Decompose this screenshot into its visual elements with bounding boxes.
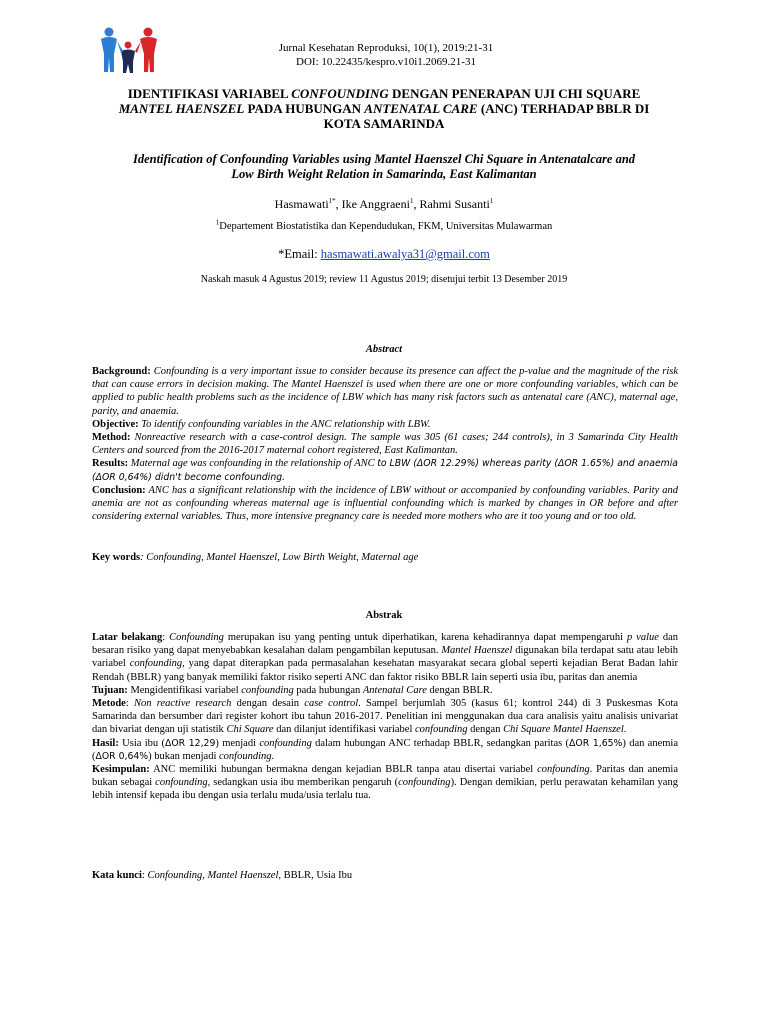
english-title: Identification of Confounding Variables using Mantel Haenszel Chi Square in Antenatalcare and Low Birth Weight Relation in Samarinda, East Kalimantan — [132, 152, 636, 181]
abstrak-tujuan: Tujuan: Mengidentifikasi variabel confounding pada hubungan Antenatal Care dengan BBLR. — [92, 684, 493, 696]
abstract-results: Results: Maternal age was confounding in the relationship of ANC to LBW (ΔOR 12.29%) whereas parity (ΔOR 1.65%) and anaemia (ΔOR 0,64%) didn't become confounding. — [92, 458, 679, 483]
journal-logo — [100, 26, 160, 76]
abstract-background: Background: Confounding is a very important issue to consider because its presence can affect the p-value and the magnitude of the risk that can cause errors in decision making. The Mantel Haenszel is used when there are one or more confounding variables, which can be applied to public health problems such as the incidence of LBW which has many risk factors such as antenatal care (ANC), maternal age, parity, and anaemia. — [92, 366, 678, 417]
abstrak-metode: Metode: Non reactive research dengan desain case control. Sampel berjumlah 305 (kasus 61; kontrol 244) di 3 Puskesmas Kota Samarinda dan bersumber dari register kohort ibu tahun 2016-2017. Penelitian ini menggunakan dua cara analisis yaitu analisis univariat dan bivariat dengan uji statistik Chi Square dan dilanjut identifikasi variabel confounding dengan Chi Square Mantel Haenszel. — [92, 698, 678, 736]
journal-doi: DOI: 10.22435/kespro.v10i1.2069.21-31 — [296, 56, 476, 68]
abstract-english — [92, 365, 678, 523]
abstract-heading: Abstract — [365, 344, 403, 355]
abstract-method: Method: Nonreactive research with a case-control design. The sample was 305 (61 cases; 244 controls), in 3 Samarinda City Health Centers and sourced from the 2016-2017 maternal cohort registered, East Kalimantan. — [92, 432, 678, 457]
abstract-objective: Objective: To identify confounding variables in the ANC relationship with LBW. — [92, 418, 431, 430]
abstrak-kesimpulan: Kesimpulan: ANC memiliki hubungan bermakna dengan kejadian BBLR tanpa atau disertai variabel confounding. Paritas dan anemia bukan sebagai confounding, sedangkan usia ibu memberikan pengaruh (confounding). Dengan demikian, perlu perawatan kehamilan yang lebih intensif kepada ibu dengan usia terlalu muda/usia terlalu tua. — [92, 764, 678, 802]
affiliation: $^1$Departement Biostatistika dan Kependudukan, FKM, Universitas Mulawarman — [215, 218, 553, 232]
abstract-indonesian — [92, 631, 678, 803]
paper-title: IDENTIFIKASI VARIABEL CONFOUNDING DENGAN PENERAPAN UJI CHI SQUARE MANTEL HAENSZEL PADA HUBUNGAN ANTENATAL CARE (ANC) TERHADAP BBLR DI KOTA SAMARINDA — [118, 86, 650, 131]
email-link[interactable]: hasmawati.awalya31@gmail.com — [320, 247, 490, 261]
abstrak-hasil: Hasil: Usia ibu (ΔOR 12,29) menjadi confounding dalam hubungan ANC terhadap BBLR, sedangkan paritas (ΔOR 1,65%) dan anemia (ΔOR 0,64%) bukan menjadi confounding. — [92, 737, 678, 762]
keywords-indonesian: Kata kunci: Confounding, Mantel Haenszel, BBLR, Usia Ibu — [92, 870, 353, 881]
journal-header — [236, 41, 536, 69]
abstrak-heading: Abstrak — [365, 610, 403, 621]
received-dates: Naskah masuk 4 Agustus 2019; review 11 Agustus 2019; disetujui terbit 13 Desember 2019 — [200, 274, 568, 285]
keywords-english: Key words: Confounding, Mantel Haenszel, Low Birth Weight, Maternal age — [92, 552, 419, 563]
corresponding-email: *Email: hasmawati.awalya31@gmail.com — [278, 247, 490, 261]
logo-figure-child — [117, 41, 141, 73]
logo-figure-red — [140, 28, 157, 73]
abstract-conclusion: Conclusion: ANC has a significant relationship with the incidence of LBW without or accompanied by confounding variables. Parity and anemia are not as confounding whereas maternal age is influential confounding which is marked by changes in OR before and after considering external variables. Thus, more intensive pregnancy care is needed more mothers who are it too young and or too old. — [92, 484, 678, 523]
author-list: Hasmawati$^{1*}$, Ike Anggraeni$^1$, Rahmi Susanti$^1$ — [274, 197, 494, 211]
abstrak-latar-belakang: Latar belakang: Confounding merupakan isu yang penting untuk diperhatikan, karena kehadirannya dapat mempengaruhi p value dan besaran risiko yang dapat menyebabkan kesalahan dalam pengambilan keputusan. Mantel Haenszel digunakan bila terdapat satu atau lebih variabel confounding, yang dapat diterapkan pada permasalahan kesehatan masyarakat secara global seperti kejadian Berat Badan lahir Rendah (BBLR) yang banyak memiliki faktor risiko seperti ANC dan faktor risiko BBLR lain seperti usia ibu, paritas dan anemia — [92, 632, 679, 683]
journal-citation: Jurnal Kesehatan Reproduksi, 10(1), 2019:21-31 — [278, 42, 494, 54]
logo-figure-blue — [101, 28, 117, 73]
